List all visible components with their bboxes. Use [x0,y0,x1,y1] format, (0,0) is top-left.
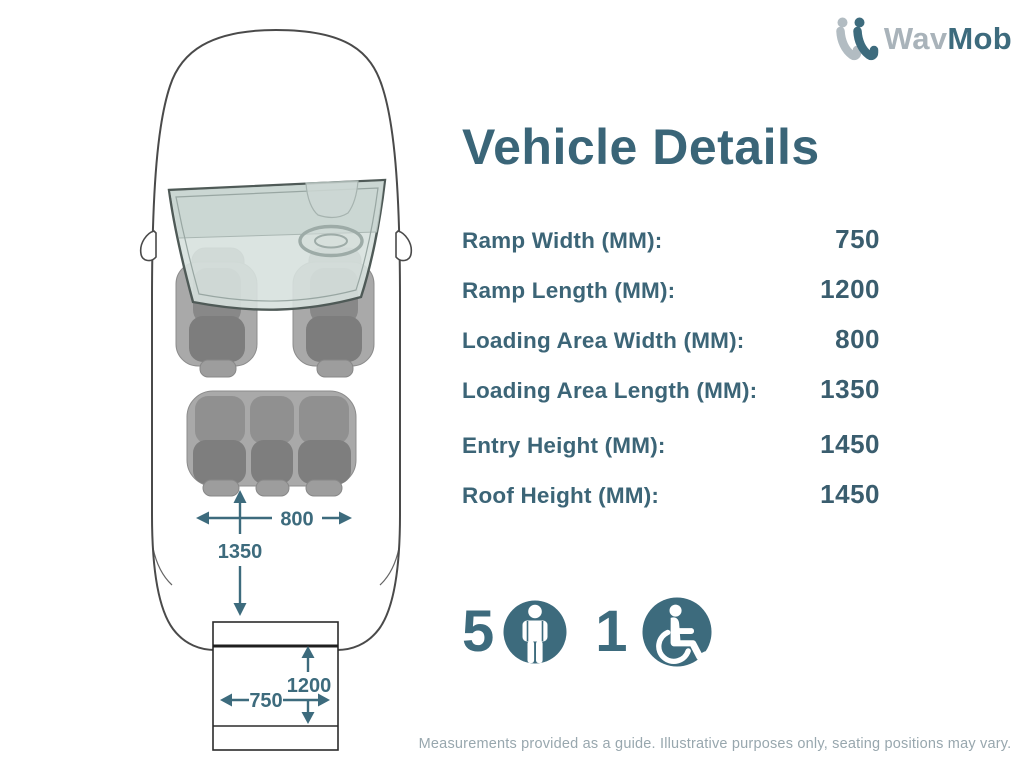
logo-text-mob: Mob [947,21,1012,56]
spec-row-roof-height [462,479,880,510]
capacity-row [462,596,712,668]
loading-area-width-label: 800 [280,508,314,531]
spec-label: Loading Area Length (MM): [462,378,758,403]
spec-group-loading-area [462,324,880,405]
spec-row-ramp-width [462,224,880,255]
spec-label: Ramp Width (MM): [462,228,663,253]
vehicle-diagram [0,0,460,768]
logo-wordmark [884,21,1012,57]
page-title: Vehicle Details [462,119,820,175]
wheelchair-icon [642,597,712,667]
spec-value: 1200 [820,274,880,304]
wheelchair-count: 1 [595,599,628,664]
spec-value: 1450 [820,479,880,509]
spec-row-entry-height [462,429,880,460]
spec-row-loading-width [462,324,880,355]
spec-row-ramp-length [462,274,880,305]
side-mirror-left-icon [141,231,156,261]
spec-group-ramp [462,224,880,305]
spec-value: 1350 [820,374,880,404]
ramp-length-label: 1200 [286,675,332,697]
spec-label: Roof Height (MM): [462,483,660,508]
logo-text-wav: Wav [883,21,948,56]
spec-label: Ramp Length (MM): [462,278,676,303]
passenger-icon [503,598,567,666]
disclaimer-text: Measurements provided as a guide. Illustrative purposes only, seating positions may vary. [418,736,1012,752]
spec-value: 1450 [820,429,880,459]
spec-label: Entry Height (MM): [462,433,666,458]
spec-list [462,224,880,529]
side-mirror-right-icon [396,231,411,261]
wavmob-logo [832,15,1012,63]
spec-value: 800 [835,324,880,354]
ramp-width-label: 750 [249,690,283,712]
loading-area-length-label: 1350 [217,541,263,563]
spec-row-loading-length [462,374,880,405]
spec-value: 750 [835,224,880,254]
spec-label: Loading Area Width (MM): [462,328,745,353]
rear-bench-seat [187,391,356,496]
vehicle-topview-svg [0,0,460,768]
wavmob-logo-icon [832,15,882,63]
steering-wheel-icon [300,227,362,256]
seat-count: 5 [462,599,495,664]
spec-group-heights [462,429,880,510]
